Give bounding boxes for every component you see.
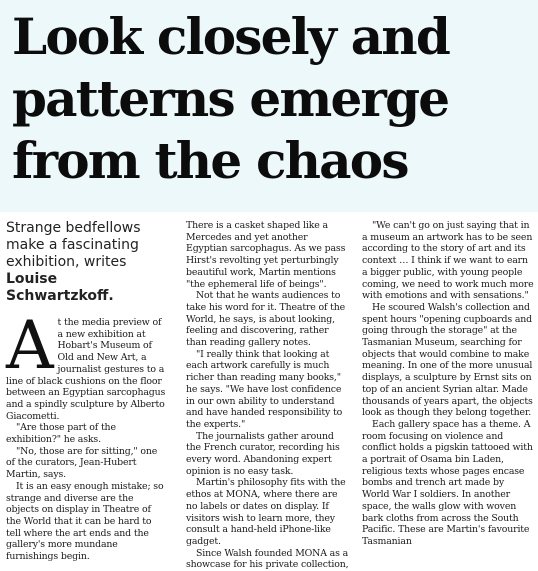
paragraph: Each gallery space has a theme. A room focusing on violence and conflict holds a pigskin tattooed with a portrait of Osama bin Laden, religious texts whose pages encase bombs and trench art made by World War I soldiers. In another space, the walls glow with woven bark cloths from across the South Pacific. These are Martin's favourite Tasmanian: [362, 418, 533, 547]
column-3: [362, 220, 534, 547]
standfirst-text: Strange bedfellows make a fascinating exhibition, writes: [6, 220, 141, 270]
drop-cap: A: [6, 307, 54, 384]
paragraph: "We can't go on just saying that in a museum an artwork has to be seen according to the story of art and its context … I think if we want to earn a bigger public, with young people coming, we need to work much more with emotions and with sensations.": [362, 220, 534, 302]
paragraph: Martin's philosophy fits with the ethos at MONA, where there are no labels or dates on display. If visitors wish to learn more, they consult a hand-held iPhone-like gadget.: [186, 477, 346, 547]
paragraph: Not that he wants audiences to take his word for it. Theatre of the World, he says, is about looking, feeling and discovering, rather than reading gallery notes.: [186, 290, 346, 349]
column-1: [6, 220, 166, 563]
column-2: [186, 220, 350, 571]
paragraph: "Are those part of the exhibition?" he asks.: [6, 422, 116, 446]
headline: Look closely and patterns emerge from the chaos: [12, 7, 450, 190]
standfirst: [6, 220, 166, 305]
paragraph: "I really think that looking at each artwork carefully is much richer than reading many books," he says. "We have lost confidence in our own ability to understand and have handed responsibility to the experts.": [186, 348, 343, 430]
paragraph: It is an easy enough mistake; so strange and diverse are the objects on display in Theatre of the World that it can be hard to tell where the art ends and the gallery's more mundane furnishings begin.: [6, 480, 164, 563]
paragraph: The journalists gather around the French curator, recording his every word. Abandoning expert opinion is no easy task.: [186, 430, 340, 477]
paragraph-text: t the media preview of a new exhibition at Hobart's Museum of Old and New Art, a journalist gestures to a line of black cushions on the floor between an Egyptian sarcophagus and a spindly sculpture by Alberto Giacometti.: [6, 317, 166, 422]
paragraph: "No, those are for sitting," one of the curators, Jean-Hubert Martin, says.: [6, 445, 158, 481]
byline: Louise Schwartzkoff.: [6, 271, 114, 304]
paragraph: [6, 307, 166, 422]
paragraph: Since Walsh founded MONA as a showcase for his private collection,: [186, 547, 349, 571]
paragraph: There is a casket shaped like a Mercedes and yet another Egyptian sarcophagus. As we pass Hirst's revolting yet perturbingly beautiful work, Martin mentions "the ephemeral life of beings".: [186, 220, 346, 290]
paragraph: He scoured Walsh's collection and spent hours "opening cupboards and going through the storage" at the Tasmanian Museum, searching for objects that would combine to make meaning. In one of the more unusual displays, a sculpture by Ernst sits on top of an ancient Syrian altar. Made thousands of years apart, the objects look as though they belong together.: [362, 301, 533, 419]
